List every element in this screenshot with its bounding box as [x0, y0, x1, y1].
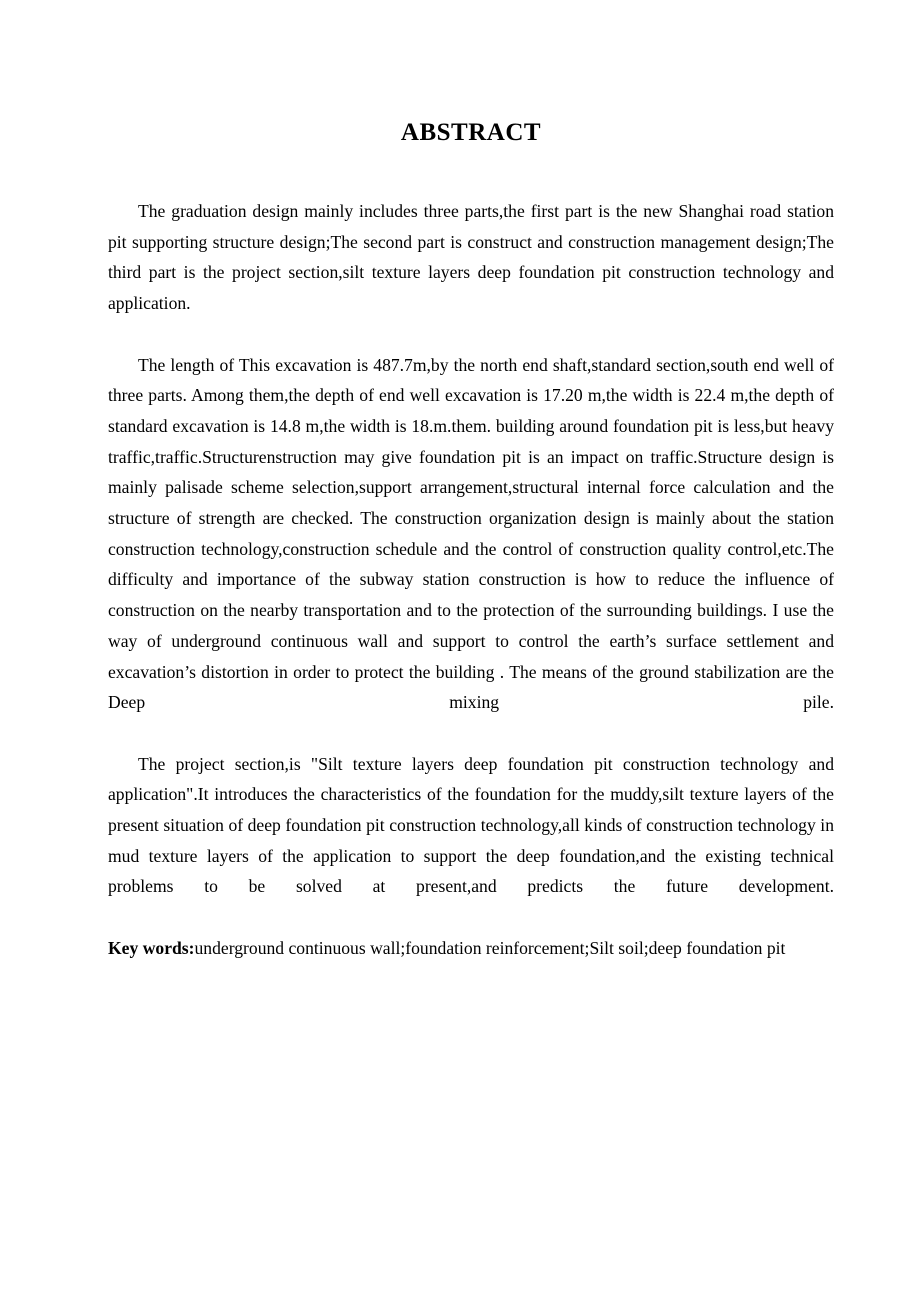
page-title: ABSTRACT — [400, 119, 542, 146]
keywords-line — [108, 933, 834, 964]
keywords-value: underground continuous wall;foundation reinforcement;Silt soil;deep foundation pit — [194, 937, 786, 958]
abstract-paragraph-2: The length of This excavation is 487.7m,by the north end shaft,standard section,south end well of three parts. Among them,the depth of end well excavation is 17.20 m,the width is 22.4 m,the depth of standard excavation is 14.8 m,the width is 18.m.them. building around foundation pit is less,but heavy traffic,traffic.Structurenstruction may give foundation pit is an impact on traffic.Structure design is mainly palisade scheme selection,support arrangement,structural internal force calculation and the structure of strength are checked. The construction organization design is mainly about the station construction technology,construction schedule and the control of construction quality control,etc.The difficulty and importance of the subway station construction is how to reduce the influence of construction on the nearby transportation and to the protection of the surrounding buildings. I use the way of underground continuous wall and support to control the earth’s surface settlement and excavation’s distortion in order to protect the building . The means of the ground stabilization are the Deep mixing pile. — [108, 354, 834, 713]
keywords-label: Key words: — [108, 937, 195, 958]
abstract-paragraph-3: The project section,is "Silt texture layers deep foundation pit construction technology and application".It introduces the characteristics of the foundation for the muddy,silt texture layers of the present situation of deep foundation pit construction technology,all kinds of construction technology in mud texture layers of the application to support the deep foundation,and the existing technical problems to be solved at present,and predicts the future development. — [108, 753, 834, 897]
abstract-body — [108, 196, 834, 964]
abstract-paragraph-1: The graduation design mainly includes three parts,the first part is the new Shanghai road station pit supporting structure design;The second part is construct and construction management design;The third part is the project section,silt texture layers deep foundation pit construction technology and application. — [108, 201, 834, 314]
